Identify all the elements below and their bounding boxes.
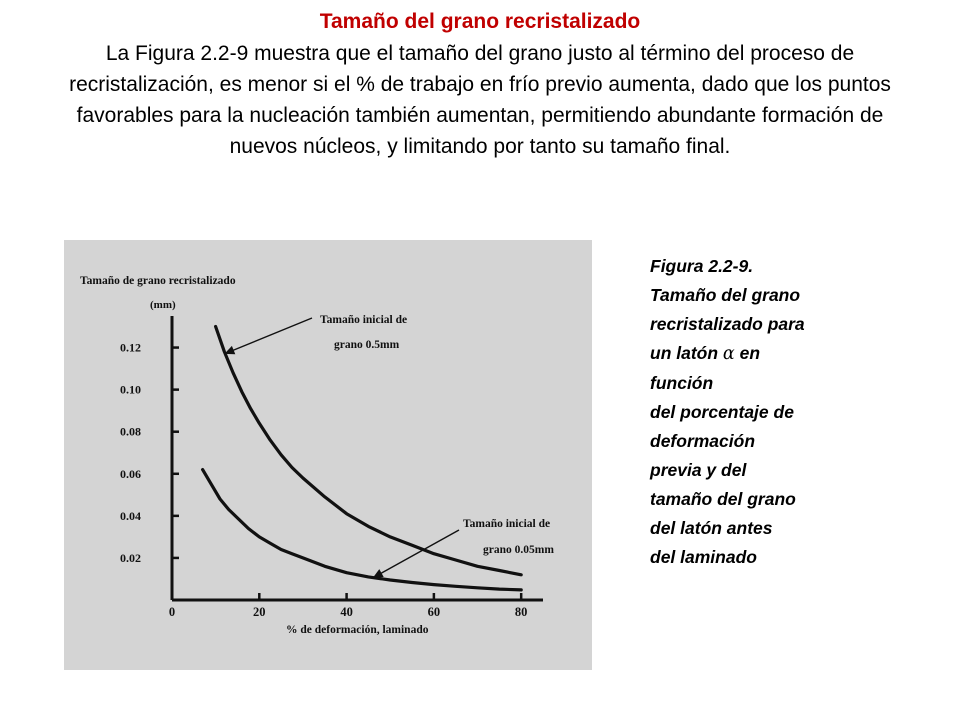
annotation-label-line-1: Tamaño inicial de: [320, 314, 408, 326]
caption-line-6: del porcentaje de: [650, 402, 794, 422]
y-tick-label: 0.06: [120, 466, 141, 481]
annotation-label-line-2: grano 0.05mm: [483, 544, 554, 556]
x-tick-label: 80: [514, 605, 528, 619]
figure-panel: [64, 240, 592, 670]
caption-line-3: recristalizado para: [650, 314, 805, 334]
y-tick-label: 0.10: [120, 382, 141, 397]
x-tick-label: 60: [427, 605, 441, 619]
x-axis-label: % de deformación, laminado: [286, 624, 429, 636]
y-tick-label: 0.02: [120, 550, 141, 565]
caption-line-8: previa y del: [650, 460, 747, 480]
caption-line-11: del laminado: [650, 547, 757, 567]
x-tick-label: 0: [168, 605, 176, 619]
slide-title: Tamaño del grano recristalizado: [319, 10, 641, 33]
caption-line-7: deformación: [650, 431, 756, 451]
caption-text-en: en: [734, 343, 761, 363]
figure-caption: [650, 252, 890, 572]
y-tick-label: 0.12: [120, 340, 141, 355]
y-axis-label: (mm): [150, 299, 176, 311]
caption-line-5: función: [650, 373, 714, 393]
caption-line-9: tamaño del grano: [650, 489, 796, 509]
caption-text-latón: un latón: [650, 343, 723, 363]
annotation-label-line-1: Tamaño inicial de: [463, 518, 551, 530]
y-tick-label: 0.08: [120, 424, 141, 439]
y-tick-label: 0.04: [120, 508, 141, 523]
chart-title: Tamaño de grano recristalizado: [80, 275, 236, 287]
x-tick-label: 40: [340, 605, 353, 619]
caption-line-10: del latón antes: [650, 518, 773, 538]
caption-line-2: Tamaño del grano: [650, 285, 801, 305]
x-tick-label: 20: [253, 605, 266, 619]
annotation-arrow: [373, 530, 459, 578]
caption-line-4: [650, 339, 890, 369]
intro-paragraph: La Figura 2.2-9 muestra que el tamaño del grano justo al término del proceso de recristalización, es menor si el % de trabajo en frío previo aumenta, dado que los puntos favorables para la nucleación también aumentan, permitiendo abundante formación de nuevos núcleos, y limitando por tanto su tamaño final.: [69, 42, 891, 158]
alpha-symbol: α: [722, 344, 735, 364]
caption-line-1: Figura 2.2-9.: [650, 256, 754, 276]
grain-size-chart: [64, 240, 592, 670]
annotation-arrow: [224, 318, 312, 354]
annotation-label-line-2: grano 0.5mm: [334, 339, 400, 351]
